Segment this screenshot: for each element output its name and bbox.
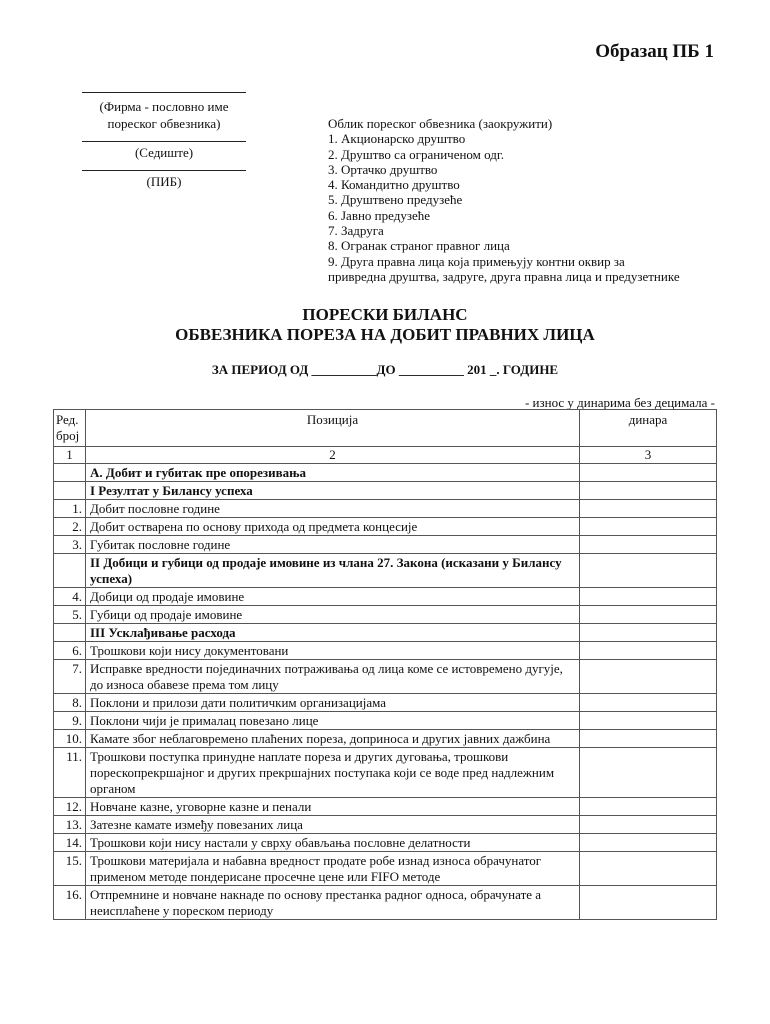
taxpayer-form-option[interactable]: 9. Друга правна лица која примењују контни оквир за	[328, 253, 625, 269]
table-row	[54, 554, 717, 588]
amount-note: - износ у динарима без децимала -	[524, 395, 715, 410]
taxpayer-form-option[interactable]: 8. Огранак страног правног лица	[328, 238, 510, 254]
firm-name-label: (Фирма - пословно име пореског обвезника)	[99, 99, 229, 131]
table-index-row	[54, 447, 717, 464]
row-amount-field[interactable]	[580, 730, 717, 748]
row-amount-field[interactable]	[580, 536, 717, 554]
row-position-text: Отпремнине и новчане накнаде по основу престанка радног односа, обрачунате а неисплаћене у пореском периоду	[86, 886, 580, 920]
table-row	[54, 694, 717, 712]
tax-balance-table	[53, 409, 717, 920]
row-number: 4.	[54, 588, 86, 606]
table-row	[54, 606, 717, 624]
row-position-text: II Добици и губици од продаје имовине из члана 27. Закона (исказани у Билансу успеха)	[86, 554, 580, 588]
row-amount-field[interactable]	[580, 482, 717, 500]
row-number: 13.	[54, 816, 86, 834]
taxpayer-form-heading: Облик пореског обвезника (заокружити)	[328, 116, 553, 131]
row-number: 14.	[54, 834, 86, 852]
taxpayer-form-option[interactable]: 4. Командитно друштво	[328, 177, 460, 193]
row-position-text: Камате због неблаговремено плаћених пореза, доприноса и других јавних дажбина	[86, 730, 580, 748]
row-position-text: Поклони и прилози дати политичким организацијама	[86, 694, 580, 712]
taxpayer-form-option-continued: привредна друштва, задруге, друга правна лица и предузетнике	[328, 268, 680, 284]
table-row	[54, 816, 717, 834]
document-title: ПОРЕСКИ БИЛАНС	[302, 305, 468, 324]
table-row	[54, 500, 717, 518]
seat-label: (Седиште)	[134, 145, 194, 160]
col-index-1: 1	[54, 447, 86, 464]
row-number: 5.	[54, 606, 86, 624]
row-amount-field[interactable]	[580, 518, 717, 536]
row-position-text: Трошкови који нису документовани	[86, 642, 580, 660]
table-row	[54, 748, 717, 798]
table-header-row	[54, 410, 717, 447]
taxpayer-form-option[interactable]: 3. Ортачко друштво	[328, 161, 438, 177]
row-number: 7.	[54, 660, 86, 694]
row-number: 6.	[54, 642, 86, 660]
taxpayer-identity-block	[82, 92, 246, 199]
row-position-text: Добици од продаје имовине	[86, 588, 580, 606]
row-amount-field[interactable]	[580, 588, 717, 606]
row-position-text: Добит пословне године	[86, 500, 580, 518]
taxpayer-form-option[interactable]: 2. Друштво са ограниченом одг.	[328, 146, 505, 162]
row-number: 1.	[54, 500, 86, 518]
row-position-text: Новчане казне, уговорне казне и пенали	[86, 798, 580, 816]
document-subtitle: ОБВЕЗНИКА ПОРЕЗА НА ДОБИТ ПРАВНИХ ЛИЦА	[175, 325, 595, 344]
row-position-text: Трошкови материјала и набавна вредност продате робе изнад износа обрачунатог применом методе пондерисане просечне цене или FIFO методе	[86, 852, 580, 886]
row-amount-field[interactable]	[580, 798, 717, 816]
table-row	[54, 588, 717, 606]
col-header-value: динара	[580, 410, 717, 447]
row-position-text: I Резултат у Билансу успеха	[86, 482, 580, 500]
row-number	[54, 624, 86, 642]
table-row	[54, 482, 717, 500]
taxpayer-form-option[interactable]: 7. Задруга	[328, 223, 384, 239]
col-header-row-number: Ред. број	[54, 410, 86, 447]
table-row	[54, 624, 717, 642]
row-position-text: III Усклађивање расхода	[86, 624, 580, 642]
taxpayer-form-list	[328, 116, 680, 284]
row-position-text: Трошкови који нису настали у сврху обављања пословне делатности	[86, 834, 580, 852]
table-row	[54, 660, 717, 694]
taxpayer-form-option[interactable]: 1. Акционарско друштво	[328, 131, 466, 147]
row-amount-field[interactable]	[580, 694, 717, 712]
row-amount-field[interactable]	[580, 816, 717, 834]
row-amount-field[interactable]	[580, 712, 717, 730]
table-row	[54, 642, 717, 660]
row-number: 3.	[54, 536, 86, 554]
row-amount-field[interactable]	[580, 886, 717, 920]
row-number: 16.	[54, 886, 86, 920]
table-row	[54, 518, 717, 536]
row-position-text: Поклони чији је прималац повезано лице	[86, 712, 580, 730]
row-amount-field[interactable]	[580, 606, 717, 624]
row-amount-field[interactable]	[580, 852, 717, 886]
col-index-2: 2	[86, 447, 580, 464]
row-position-text: Губитак пословне године	[86, 536, 580, 554]
row-number: 15.	[54, 852, 86, 886]
table-row	[54, 852, 717, 886]
table-row	[54, 886, 717, 920]
row-amount-field[interactable]	[580, 500, 717, 518]
row-amount-field[interactable]	[580, 642, 717, 660]
firm-name-line[interactable]	[82, 92, 246, 93]
table-row	[54, 834, 717, 852]
table-row	[54, 798, 717, 816]
table-row	[54, 712, 717, 730]
row-number: 11.	[54, 748, 86, 798]
col-header-position: Позиција	[86, 410, 580, 447]
row-number: 8.	[54, 694, 86, 712]
row-number	[54, 554, 86, 588]
row-position-text: Затезне камате између повезаних лица	[86, 816, 580, 834]
row-position-text: А. Добит и губитак пре опорезивања	[86, 464, 580, 482]
row-number: 10.	[54, 730, 86, 748]
table-row	[54, 464, 717, 482]
row-number: 12.	[54, 798, 86, 816]
col-index-3: 3	[580, 447, 717, 464]
table-row	[54, 536, 717, 554]
table-row	[54, 730, 717, 748]
row-amount-field[interactable]	[580, 554, 717, 588]
taxpayer-form-option[interactable]: 6. Јавно предузеће	[328, 207, 431, 223]
row-amount-field[interactable]	[580, 660, 717, 694]
form-code: Образац ПБ 1	[595, 41, 714, 62]
pib-label: (ПИБ)	[146, 174, 182, 189]
row-position-text: Добит остварена по основу прихода од предмета концесије	[86, 518, 580, 536]
pib-line[interactable]	[82, 170, 246, 171]
row-number: 9.	[54, 712, 86, 730]
row-amount-field[interactable]	[580, 464, 717, 482]
taxpayer-form-option[interactable]: 5. Друштвено предузеће	[328, 192, 463, 208]
row-number: 2.	[54, 518, 86, 536]
period-line: ЗА ПЕРИОД ОД __________ДО __________ 201 _. ГОДИНЕ	[211, 362, 559, 377]
row-amount-field[interactable]	[580, 624, 717, 642]
row-number	[54, 482, 86, 500]
row-position-text: Трошкови поступка принудне наплате пореза и других дуговања, трошкови порескопрекршајног и других прекршајних поступака који се воде пред надлежним органом	[86, 748, 580, 798]
seat-line[interactable]	[82, 141, 246, 142]
row-position-text: Исправке вредности појединачних потраживања од лица коме се истовремено дугује, до износа обавезе према том лицу	[86, 660, 580, 694]
row-number	[54, 464, 86, 482]
row-amount-field[interactable]	[580, 834, 717, 852]
row-position-text: Губици од продаје имовине	[86, 606, 580, 624]
row-amount-field[interactable]	[580, 748, 717, 798]
